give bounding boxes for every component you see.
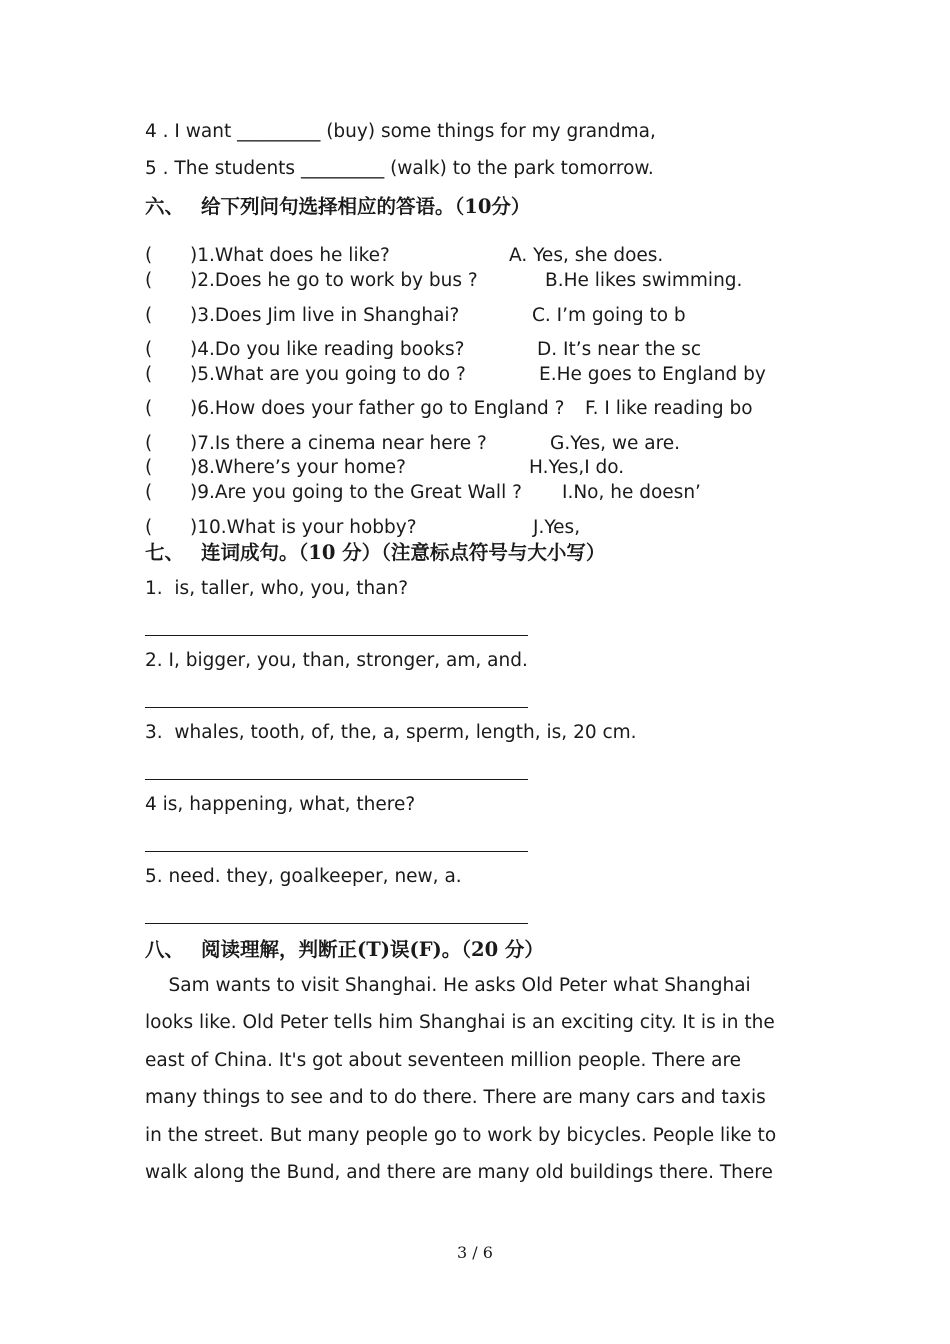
matching-answer: J.Yes, [533, 517, 581, 538]
sentence-item-2: 2. I, bigger, you, than, stronger, am, and. [145, 650, 528, 671]
matching-question: )7.Is there a cinema near here ? [190, 433, 487, 454]
sentence-item-3: 3. whales, tooth, of, the, a, sperm, length, is, 20 cm. [145, 722, 637, 743]
matching-question: )3.Does Jim live in Shanghai? [190, 305, 460, 326]
answer-bracket: ( [145, 270, 153, 291]
answer-bracket: ( [145, 433, 153, 454]
answer-bracket: ( [145, 517, 153, 538]
matching-question: )6.How does your father go to England ? [190, 398, 565, 419]
fill-blank-item-4: 4 . I want _________ (buy) some things for my grandma, [145, 121, 656, 142]
passage-line: Sam wants to visit Shanghai. He asks Old Peter what Shanghai [145, 975, 751, 996]
matching-question: )9.Are you going to the Great Wall ? [190, 482, 522, 503]
matching-question: )10.What is your hobby? [190, 517, 417, 538]
matching-answer: D. It’s near the sc [537, 339, 702, 360]
section-6-heading [145, 194, 530, 220]
answer-line [145, 707, 528, 708]
answer-bracket: ( [145, 398, 153, 419]
matching-question: )8.Where’s your home? [190, 457, 406, 478]
matching-question: )5.What are you going to do ? [190, 364, 466, 385]
matching-answer: H.Yes,I do. [529, 457, 625, 478]
section-number: 七、 [145, 541, 185, 564]
answer-bracket: ( [145, 339, 153, 360]
answer-line [145, 923, 528, 924]
section-number: 六、 [145, 195, 185, 218]
section-title: 阅读理解，判断正(T)误(F)。（20 分） [201, 938, 544, 961]
section-number: 八、 [145, 938, 185, 961]
passage-line: in the street. But many people go to work by bicycles. People like to [145, 1124, 777, 1146]
matching-answer: F. I like reading bo [585, 398, 753, 419]
page-number: 3 / 6 [457, 1243, 493, 1262]
answer-line [145, 779, 528, 780]
answer-bracket: ( [145, 482, 153, 503]
matching-answer: C. I’m going to b [532, 305, 686, 326]
matching-answer: I.No, he doesn’ [562, 482, 701, 503]
passage-line: east of China. It's got about seventeen million people. There are [145, 1049, 742, 1071]
section-title: 连词成句。（10 分）（注意标点符号与大小写） [201, 541, 606, 564]
answer-line [145, 635, 528, 636]
answer-bracket: ( [145, 364, 153, 385]
matching-answer: G.Yes, we are. [550, 433, 681, 454]
passage-line: walk along the Bund, and there are many old buildings there. There [145, 1162, 773, 1184]
passage-line: many things to see and to do there. There are many cars and taxis [145, 1087, 766, 1109]
matching-question: )4.Do you like reading books? [190, 339, 465, 360]
matching-answer: B.He likes swimming. [545, 270, 743, 291]
section-8-heading [145, 937, 544, 963]
answer-line [145, 851, 528, 852]
sentence-item-5: 5. need. they, goalkeeper, new, a. [145, 866, 462, 887]
matching-answer: A. Yes, she does. [509, 245, 664, 266]
reading-passage [145, 967, 825, 1191]
section-title: 给下列问句选择相应的答语。（10分） [201, 195, 531, 218]
sentence-item-1: 1. is, taller, who, you, than? [145, 578, 409, 599]
answer-bracket: ( [145, 305, 153, 326]
passage-line: looks like. Old Peter tells him Shanghai is an exciting city. It is in the [145, 1012, 775, 1034]
matching-question: )1.What does he like? [190, 245, 390, 266]
fill-blank-item-5: 5 . The students _________ (walk) to the park tomorrow. [145, 158, 654, 179]
section-7-heading [145, 540, 605, 566]
sentence-item-4: 4 is, happening, what, there? [145, 794, 416, 815]
matching-question: )2.Does he go to work by bus ? [190, 270, 478, 291]
matching-answer: E.He goes to England by [539, 364, 766, 385]
answer-bracket: ( [145, 245, 153, 266]
answer-bracket: ( [145, 457, 153, 478]
